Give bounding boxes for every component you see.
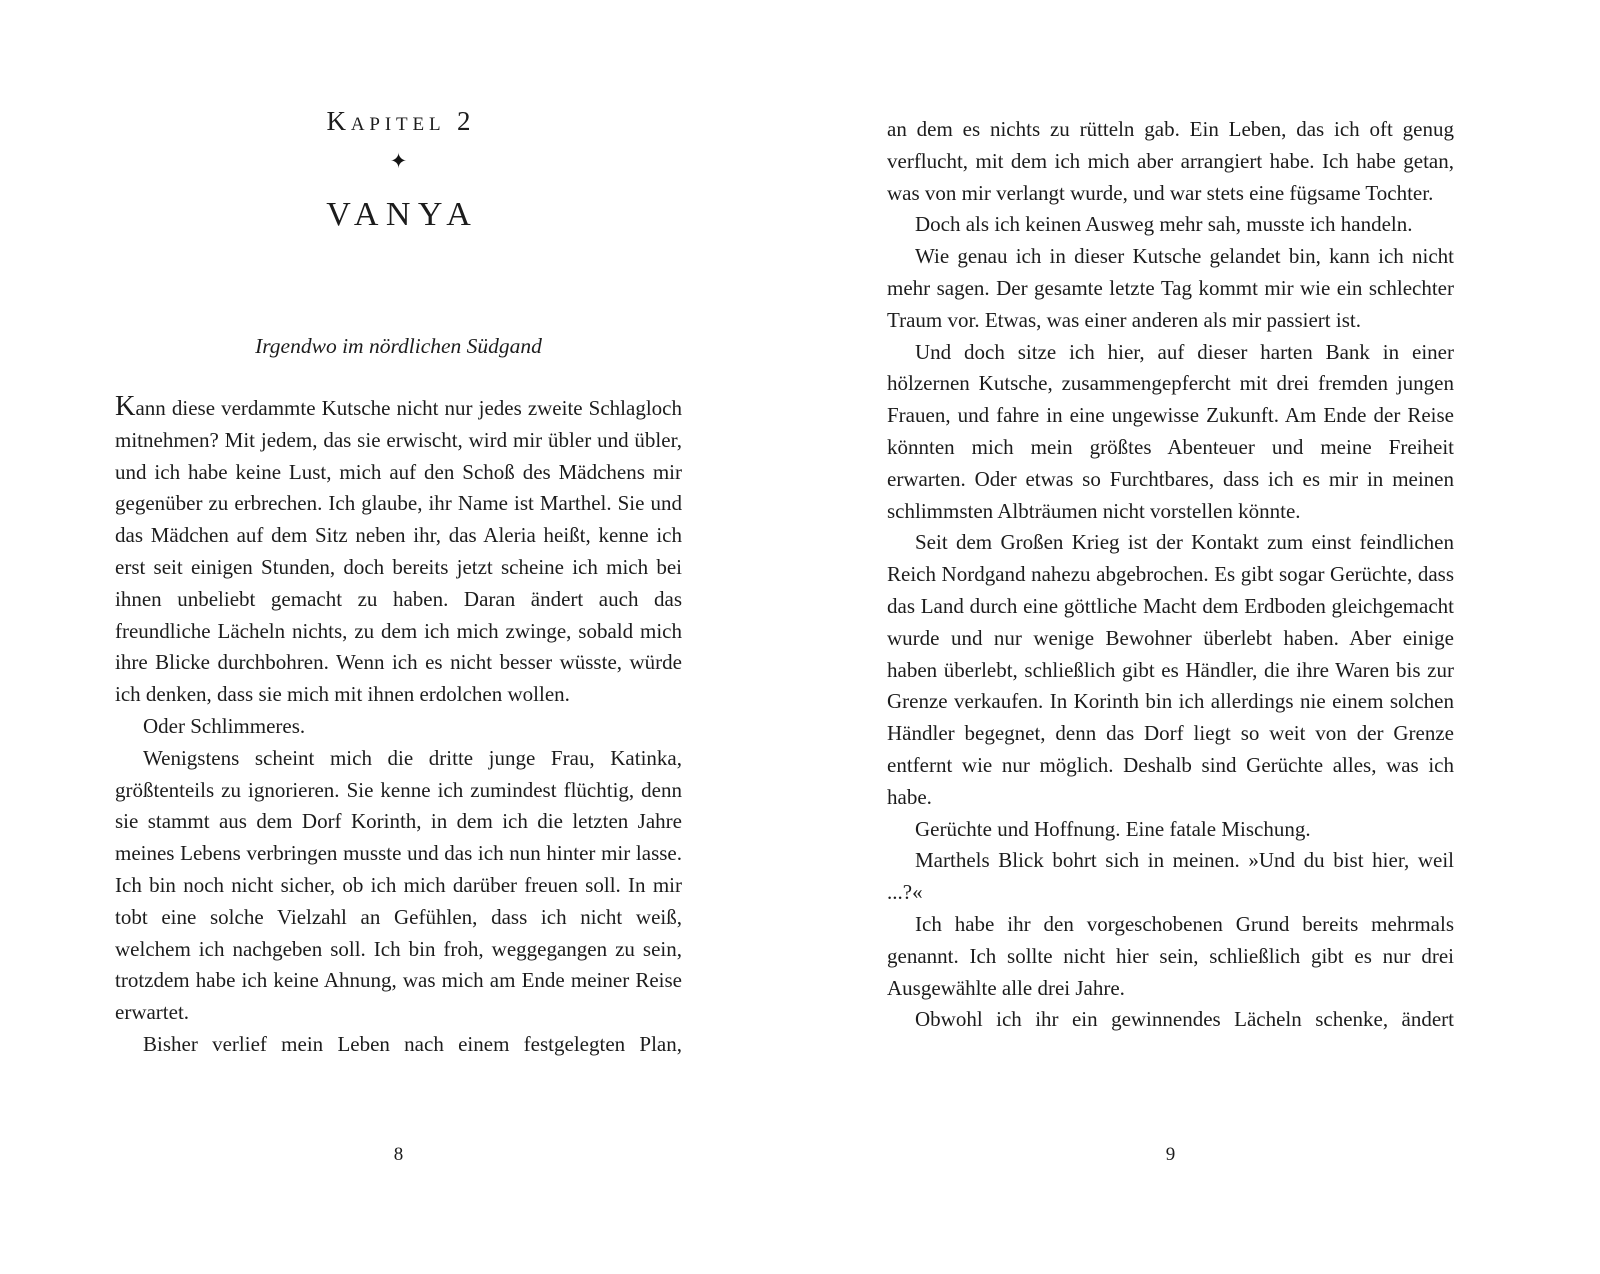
chapter-title: VANYA — [326, 196, 479, 233]
left-page — [115, 0, 682, 1274]
body-paragraph: Seit dem Großen Krieg ist der Kontakt zum einst feindlichen Reich Nordgand nahezu abgebrochen. Es gibt sogar Gerüchte, dass das Land durch eine göttliche Macht dem Erdboden gleichgemacht wurde und nur wenige Bewohner überlebt haben. Aber einige haben überlebt, schließlich gibt es Händler, die ihre Waren bis zur Grenze verkaufen. In Korinth bin ich allerdings nie einem solchen Händler begegnet, denn das Dorf liegt so weit von der Grenze entfernt wie nur möglich. Deshalb sind Gerüchte alles, was ich habe. — [887, 530, 1454, 809]
body-paragraph: Wie genau ich in dieser Kutsche gelandet bin, kann ich nicht mehr sagen. Der gesamte letzte Tag kommt mir wie ein schlechter Traum vor. Etwas, was einer anderen als mir passiert ist. — [887, 244, 1454, 332]
body-paragraph: Und doch sitze ich hier, auf dieser harten Bank in einer hölzernen Kutsche, zusammengepfercht mit drei fremden jungen Frauen, und fahre in eine ungewisse Zukunft. Am Ende der Reise könnten mich mein größtes Abenteuer und meine Freiheit erwarten. Oder etwas so Furchtbares, dass ich es mir in meinen schlimmsten Albträumen nicht vorstellen könnte. — [887, 339, 1454, 523]
body-paragraph: Gerüchte und Hoffnung. Eine fatale Mischung. — [915, 816, 1311, 841]
right-page-body — [887, 114, 1454, 1036]
body-paragraph: Ich habe ihr den vorgeschobenen Grund bereits mehrmals genannt. Ich sollte nicht hier sein, schließlich gibt es nur drei Ausgewählte alle drei Jahre. — [887, 911, 1454, 1000]
setting-line: Irgendwo im nördlichen Südgand — [255, 334, 542, 358]
chapter-label: Kapitel 2 — [326, 106, 476, 136]
body-paragraph: Doch als ich keinen Ausweg mehr sah, musste ich handeln. — [915, 212, 1413, 237]
diamond-ornament-icon: ✦ — [389, 149, 408, 173]
body-paragraph: Oder Schlimmeres. — [143, 713, 306, 738]
body-paragraph: Obwohl ich ihr ein gewinnendes Lächeln schenke, ändert — [915, 1007, 1454, 1032]
page-number-left: 8 — [393, 1144, 404, 1165]
body-paragraph: Bisher verlief mein Leben nach einem festgelegten Plan, — [143, 1031, 682, 1056]
body-paragraph: an dem es nichts zu rütteln gab. Ein Leben, das ich oft genug verflucht, mit dem ich mich aber arrangiert habe. Ich habe getan, was von mir verlangt wurde, und war stets eine fügsame Tochter. — [887, 117, 1454, 205]
left-page-body — [115, 393, 682, 1061]
body-paragraph: Wenigstens scheint mich die dritte junge Frau, Katinka, größtenteils zu ignorieren. Sie kenne ich zumindest flüchtig, denn sie stammt aus dem Dorf Korinth, in dem ich die letzten Jahre meines Lebens verbringen musste und das ich nun hinter mir lasse. Ich bin noch nicht sicher, ob ich mich darüber freuen soll. In mir tobt eine solche Vielzahl an Gefühlen, dass ich nicht weiß, welchem ich nachgeben soll. Ich bin froh, weggegangen zu sein, trotzdem habe ich keine Ahnung, was mich am Ende meiner Reise erwartet. — [115, 745, 682, 1025]
body-paragraph: Kann diese verdammte Kutsche nicht nur jedes zweite Schlagloch mitnehmen? Mit jedem, das sie erwischt, wird mir übler und übler, und ich habe keine Lust, mich auf den Schoß des Mädchens mir gegenüber zu erbrechen. Ich glaube, ihr Name ist Marthel. Sie und das Mädchen auf dem Sitz neben ihr, das Aleria heißt, kenne ich erst seit einigen Stunden, doch bereits jetzt scheine ich mich bei ihnen unbeliebt gemacht zu haben. Daran ändert auch das freundliche Lächeln nichts, zu dem ich mich zwinge, sobald mich ihre Blicke durchbohren. Wenn ich es nicht besser wüsste, würde ich denken, dass sie mich mit ihnen erdolchen wollen. — [115, 391, 682, 707]
right-page — [887, 0, 1454, 1274]
page-number-right: 9 — [1165, 1144, 1176, 1165]
body-paragraph: Marthels Blick bohrt sich in meinen. »Und du bist hier, weil ...?« — [887, 848, 1454, 905]
